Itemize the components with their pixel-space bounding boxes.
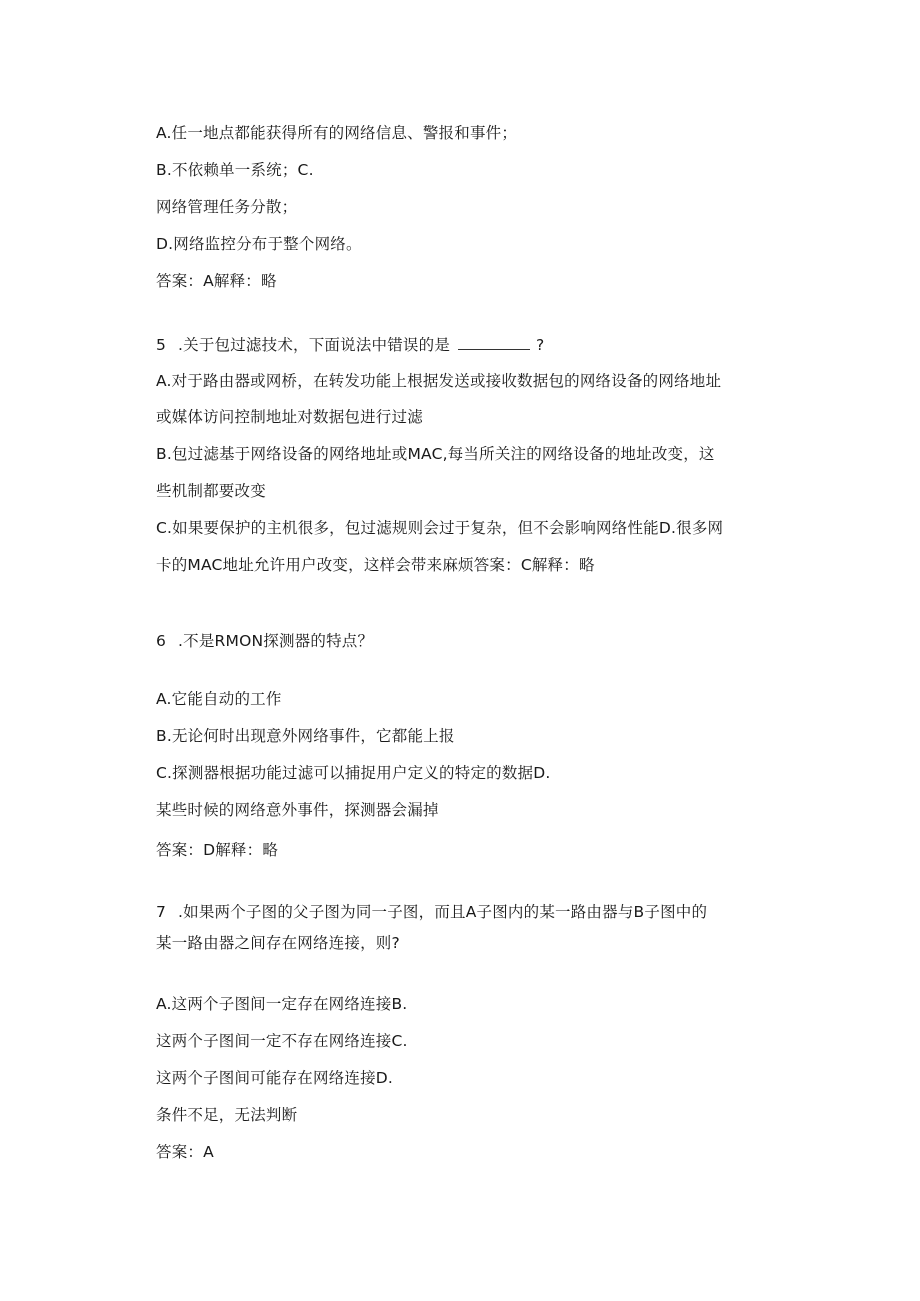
q5-line: A.对于路由器或网桥，在转发功能上根据发送或接收数据包的网络设备的网络地址 [156,372,722,390]
q5-stem-end: ? [536,336,545,354]
answer-blank [458,335,530,350]
q6-question [156,631,373,651]
q6-stem: .不是RMON探测器的特点？ [178,632,374,650]
q6-number: 6 [156,632,167,650]
q7-answer: 答案：A [156,1143,214,1161]
q4-option-a: A.任一地点都能获得所有的网络信息、警报和事件； [156,124,518,142]
q5-stem: .关于包过滤技术，下面说法中错误的是 [178,336,451,354]
q5-question [156,335,544,355]
q7-stem-line1: .如果两个子图的父子图为同一子图，而且A子图内的某一路由器与B子图中的 [178,903,708,921]
q5-line: 卡的MAC地址允许用户改变，这样会带来麻烦答案：C解释：略 [156,556,595,574]
q7-number: 7 [156,903,167,921]
q5-line: 些机制都要改变 [156,482,266,500]
q4-option-c: 网络管理任务分散； [156,198,298,216]
q7-option-b: 这两个子图间一定不存在网络连接C. [156,1032,408,1050]
q7-option-c: 这两个子图间可能存在网络连接D. [156,1069,394,1087]
q7-option-d: 条件不足，无法判断 [156,1106,298,1124]
q7-question [156,902,707,922]
q7-stem-line2: 某一路由器之间存在网络连接，则? [156,934,400,952]
q7-option-a: A.这两个子图间一定存在网络连接B. [156,995,408,1013]
q4-answer: 答案：A解释：略 [156,272,277,290]
q5-number: 5 [156,336,167,354]
q5-line: B.包过滤基于网络设备的网络地址或MAC,每当所关注的网络设备的地址改变，这 [156,445,715,463]
q6-answer: 答案：D解释：略 [156,841,279,859]
q6-option-c: C.探测器根据功能过滤可以捕捉用户定义的特定的数据D. [156,764,551,782]
q4-option-b: B.不依赖单一系统；C. [156,161,314,179]
q6-option-d: 某些时候的网络意外事件，探测器会漏掉 [156,801,439,819]
q6-option-b: B.无论何时出现意外网络事件，它都能上报 [156,727,455,745]
q4-option-d: D.网络监控分布于整个网络。 [156,235,362,253]
q6-option-a: A.它能自动的工作 [156,690,282,708]
q5-line: 或媒体访问控制地址对数据包进行过滤 [156,408,423,426]
q5-line: C.如果要保护的主机很多，包过滤规则会过于复杂，但不会影响网络性能D.很多网 [156,519,724,537]
